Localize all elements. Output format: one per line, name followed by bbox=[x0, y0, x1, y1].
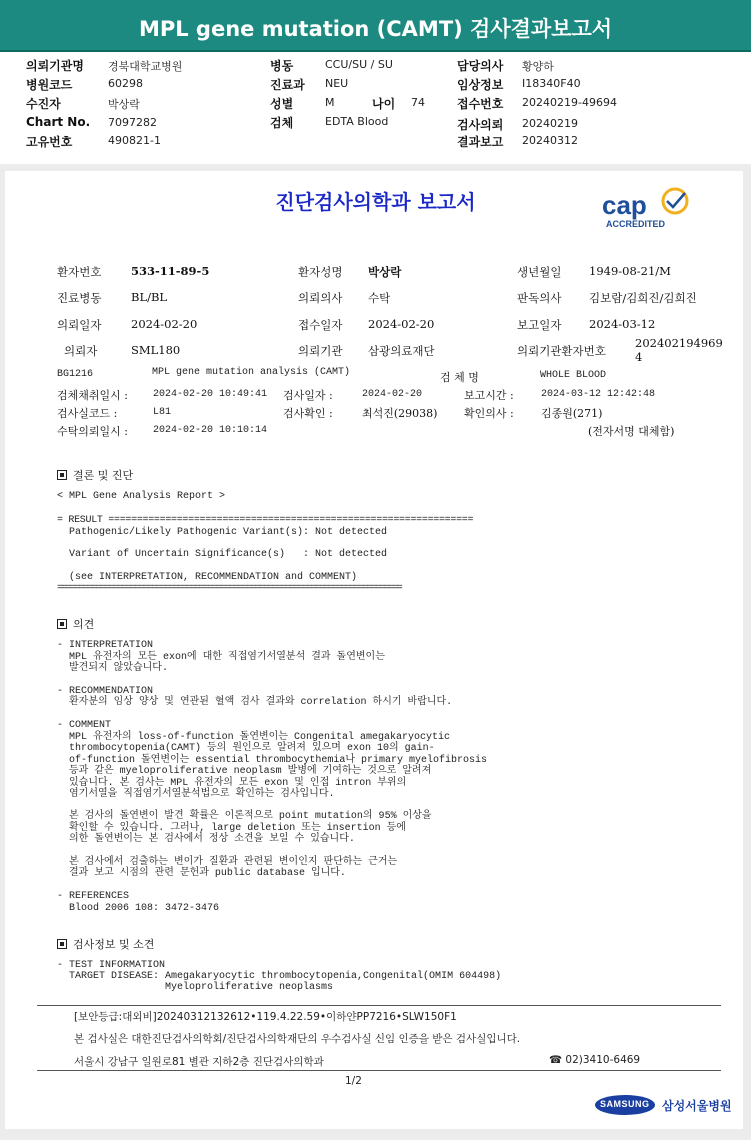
value-collect-time: 2024-02-20 10:49:41 bbox=[153, 389, 268, 400]
value-receive-time: 2024-02-20 10:10:14 bbox=[153, 425, 268, 436]
value-chart-no: 7097282 bbox=[108, 116, 157, 129]
label-report-date: 보고일자 bbox=[517, 318, 562, 332]
comment-line: 등과 같은 myeloproliferative neoplasm 발병에 기여하는 것으로 알려져 bbox=[57, 766, 432, 777]
value-referring-doctor: 수탁 bbox=[368, 291, 391, 305]
value-clinical-info: I18340F40 bbox=[522, 77, 581, 90]
section-test-info-title: 검사정보 및 소견 bbox=[73, 938, 155, 951]
label-department: 진료과 bbox=[270, 78, 305, 92]
label-report-time: 보고시간 : bbox=[464, 389, 514, 402]
value-examinee: 박상락 bbox=[108, 98, 140, 111]
label-lab-code: 검사실코드 : bbox=[57, 407, 118, 420]
value-report-time: 2024-03-12 12:42:48 bbox=[541, 389, 656, 400]
section-bullet-icon bbox=[57, 470, 67, 480]
label-hospital-code: 병원코드 bbox=[26, 78, 73, 92]
section-conclusion-title: 결론 및 진단 bbox=[73, 469, 134, 482]
samsung-logo-text: SAMSUNG bbox=[600, 1099, 650, 1109]
comment-line: 확인할 수 있습니다. 그러나, large deletion 또는 insertion 등에 bbox=[57, 823, 406, 834]
value-test-confirm: 최석진(29038) bbox=[362, 407, 438, 420]
interpretation-heading: - INTERPRETATION bbox=[57, 640, 154, 651]
value-institution-patient-no: 202402194969 bbox=[635, 336, 723, 350]
label-sex: 성별 bbox=[270, 97, 294, 111]
value-department: NEU bbox=[325, 77, 349, 90]
label-ward: 병동 bbox=[270, 59, 294, 73]
cap-check-icon bbox=[658, 186, 692, 216]
report-title: 진단검사의학과 보고서 bbox=[275, 190, 476, 214]
result-divider-top: = RESULT ================================================================ bbox=[57, 515, 474, 526]
cap-accredited-text: ACCREDITED bbox=[606, 219, 666, 229]
footer-phone: ☎ 02)3410-6469 bbox=[549, 1054, 641, 1066]
comment-line: 있습니다. 본 검사는 MPL 유전자의 모든 exon 및 인접 intron 부위의 bbox=[57, 778, 407, 789]
value-patient-no: 533-11-89-5 bbox=[131, 264, 210, 278]
report-heading: < MPL Gene Analysis Report > bbox=[57, 491, 226, 502]
label-unique-no: 고유번호 bbox=[26, 135, 73, 149]
value-institution-patient-no-2: 4 bbox=[635, 350, 643, 364]
samsung-logo bbox=[594, 1094, 656, 1116]
target-disease-line: Myeloproliferative neoplasms bbox=[57, 982, 334, 993]
cap-accredited-logo bbox=[600, 186, 710, 236]
label-referring-institution: 의뢰기관명 bbox=[26, 59, 84, 73]
label-result-report: 결과보고 bbox=[457, 135, 504, 149]
value-receipt-date: 2024-02-20 bbox=[368, 317, 435, 331]
label-requesting-institution: 의뢰기관 bbox=[298, 344, 343, 358]
value-result-report: 20240312 bbox=[522, 134, 578, 147]
value-requester: SML180 bbox=[131, 343, 181, 357]
title-bar bbox=[0, 0, 751, 52]
footer-security-line: [보안등급:대외비]20240312132612•119.4.22.59•이하얀PP7216•SLW150F1 bbox=[74, 1011, 457, 1023]
recommendation-line: 환자분의 임상 양상 및 연관된 혈액 검사 결과와 correlation 하시기 바랍니다. bbox=[57, 697, 453, 708]
label-referring-doctor: 의뢰의사 bbox=[298, 291, 343, 305]
test-code: BG1216 bbox=[57, 369, 94, 380]
value-referring-institution: 경북대학교병원 bbox=[108, 60, 183, 73]
esign-note: (전자서명 대체함) bbox=[588, 425, 675, 438]
label-birth-date: 생년월일 bbox=[517, 265, 562, 279]
footer-divider-bottom bbox=[37, 1070, 721, 1071]
comment-line: 본 검사의 돌연변이 발견 확률은 이론적으로 point mutation의 95% 이상을 bbox=[57, 811, 432, 822]
label-clinical-info: 임상정보 bbox=[457, 78, 504, 92]
label-attending-doctor: 담당의사 bbox=[457, 59, 504, 73]
value-hospital-code: 60298 bbox=[108, 77, 143, 90]
label-test-confirm: 검사확인 : bbox=[283, 407, 333, 420]
label-receipt-no: 접수번호 bbox=[457, 97, 504, 111]
section-conclusion bbox=[57, 467, 133, 483]
label-specimen-name: 검 체 명 bbox=[440, 371, 479, 384]
label-receipt-date: 접수일자 bbox=[298, 318, 343, 332]
value-patient-name: 박상락 bbox=[368, 265, 402, 279]
comment-line: thrombocytopenia(CAMT) 등의 원인으로 알려져 있으며 exon 10의 gain- bbox=[57, 743, 435, 754]
value-sex: M bbox=[325, 96, 335, 109]
comment-line: MPL 유전자의 loss-of-function 돌연변이는 Congenital amegakaryocytic bbox=[57, 732, 450, 743]
footer-certification: 본 검사실은 대한진단검사의학회/진단검사의학재단의 우수검사실 신임 인증을 받은 검사실입니다. bbox=[74, 1033, 521, 1045]
recommendation-heading: - RECOMMENDATION bbox=[57, 686, 154, 697]
value-unique-no: 490821-1 bbox=[108, 134, 161, 147]
value-report-date: 2024-03-12 bbox=[589, 317, 656, 331]
page-title: MPL gene mutation (CAMT) 검사결과보고서 bbox=[138, 17, 613, 41]
label-examinee: 수진자 bbox=[26, 97, 61, 111]
value-birth-date: 1949-08-21/M bbox=[589, 264, 671, 278]
label-confirm-doctor: 확인의사 : bbox=[464, 407, 514, 420]
value-receipt-no: 20240219-49694 bbox=[522, 96, 617, 109]
interpretation-line: 발견되지 않았습니다. bbox=[57, 663, 168, 674]
label-receive-time: 수탁의뢰일시 : bbox=[57, 425, 128, 438]
label-collect-time: 검체채취일시 : bbox=[57, 389, 128, 402]
label-institution-patient-no: 의뢰기관환자번호 bbox=[517, 344, 606, 358]
test-name: MPL gene mutation analysis (CAMT) bbox=[152, 367, 351, 378]
value-specimen-name: WHOLE BLOOD bbox=[540, 370, 607, 381]
header-info-panel bbox=[0, 52, 751, 164]
comment-heading: - COMMENT bbox=[57, 720, 112, 731]
result-pathogenic: Pathogenic/Likely Pathogenic Variant(s): Not detected bbox=[57, 527, 388, 538]
footer-divider-top bbox=[37, 1005, 721, 1006]
label-chart-no: Chart No. bbox=[26, 115, 91, 129]
label-reading-doctor: 판독의사 bbox=[517, 291, 562, 305]
target-disease-line: TARGET DISEASE: Amegakaryocytic thrombocytopenia,Congenital(OMIM 604498) bbox=[57, 971, 502, 982]
label-requester: 의뢰자 bbox=[64, 344, 98, 358]
value-ward: BL/BL bbox=[131, 290, 168, 304]
references-heading: - REFERENCES bbox=[57, 891, 130, 902]
value-reading-doctor: 김보람/김희진/김희진 bbox=[589, 291, 697, 305]
value-test-request: 20240219 bbox=[522, 117, 578, 130]
value-test-date: 2024-02-20 bbox=[362, 389, 423, 400]
section-opinion-title: 의견 bbox=[73, 618, 95, 631]
result-divider-bottom: ================================================================================ bbox=[57, 583, 402, 594]
footer-address: 서울시 강남구 일원로81 별관 지하2층 진단검사의학과 bbox=[74, 1056, 324, 1068]
comment-line: of-function 돌연변이는 essential thrombocythemia나 primary myelofibrosis bbox=[57, 755, 488, 766]
label-age: 나이 bbox=[372, 97, 396, 111]
value-specimen: EDTA Blood bbox=[325, 115, 389, 128]
comment-line: 본 검사에서 검출하는 변이가 질환과 관련된 변이인지 판단하는 근거는 bbox=[57, 857, 398, 868]
section-bullet-icon bbox=[57, 619, 67, 629]
value-requesting-institution: 삼광의료재단 bbox=[368, 344, 435, 358]
value-request-date: 2024-02-20 bbox=[131, 317, 198, 331]
result-vus: Variant of Uncertain Significance(s) : Not detected bbox=[57, 549, 388, 560]
comment-line: 결과 보고 시점의 관련 문헌과 public database 입니다. bbox=[57, 868, 346, 879]
test-information-heading: - TEST INFORMATION bbox=[57, 960, 166, 971]
page-number: 1/2 bbox=[345, 1075, 362, 1087]
interpretation-line: MPL 유전자의 모든 exon에 대한 직접염기서열분석 결과 돌연변이는 bbox=[57, 652, 385, 663]
label-test-request: 검사의뢰 bbox=[457, 118, 504, 132]
value-confirm-doctor: 김종원(271) bbox=[541, 407, 603, 420]
value-age: 74 bbox=[411, 96, 425, 109]
section-test-info bbox=[57, 936, 154, 952]
label-ward: 진료병동 bbox=[57, 291, 102, 305]
cap-logo-text: cap bbox=[602, 190, 647, 220]
value-lab-code: L81 bbox=[153, 407, 172, 418]
label-patient-name: 환자성명 bbox=[298, 265, 343, 279]
section-opinion bbox=[57, 616, 94, 632]
comment-line: 의한 돌연변이는 본 검사에서 정상 소견을 보일 수 있습니다. bbox=[57, 834, 355, 845]
hospital-name: 삼성서울병원 bbox=[662, 1099, 732, 1113]
value-ward: CCU/SU / SU bbox=[325, 58, 393, 71]
label-request-date: 의뢰일자 bbox=[57, 318, 102, 332]
label-specimen: 검체 bbox=[270, 116, 294, 130]
section-bullet-icon bbox=[57, 939, 67, 949]
comment-line: 염기서열을 직접염기서열분석법으로 확인하는 검사입니다. bbox=[57, 789, 335, 800]
result-see-note: (see INTERPRETATION, RECOMMENDATION and COMMENT) bbox=[57, 572, 358, 583]
label-test-date: 검사일자 : bbox=[283, 389, 333, 402]
value-attending-doctor: 황양하 bbox=[522, 60, 554, 73]
references-line: Blood 2006 108: 3472-3476 bbox=[57, 903, 220, 914]
label-patient-no: 환자번호 bbox=[57, 265, 102, 279]
